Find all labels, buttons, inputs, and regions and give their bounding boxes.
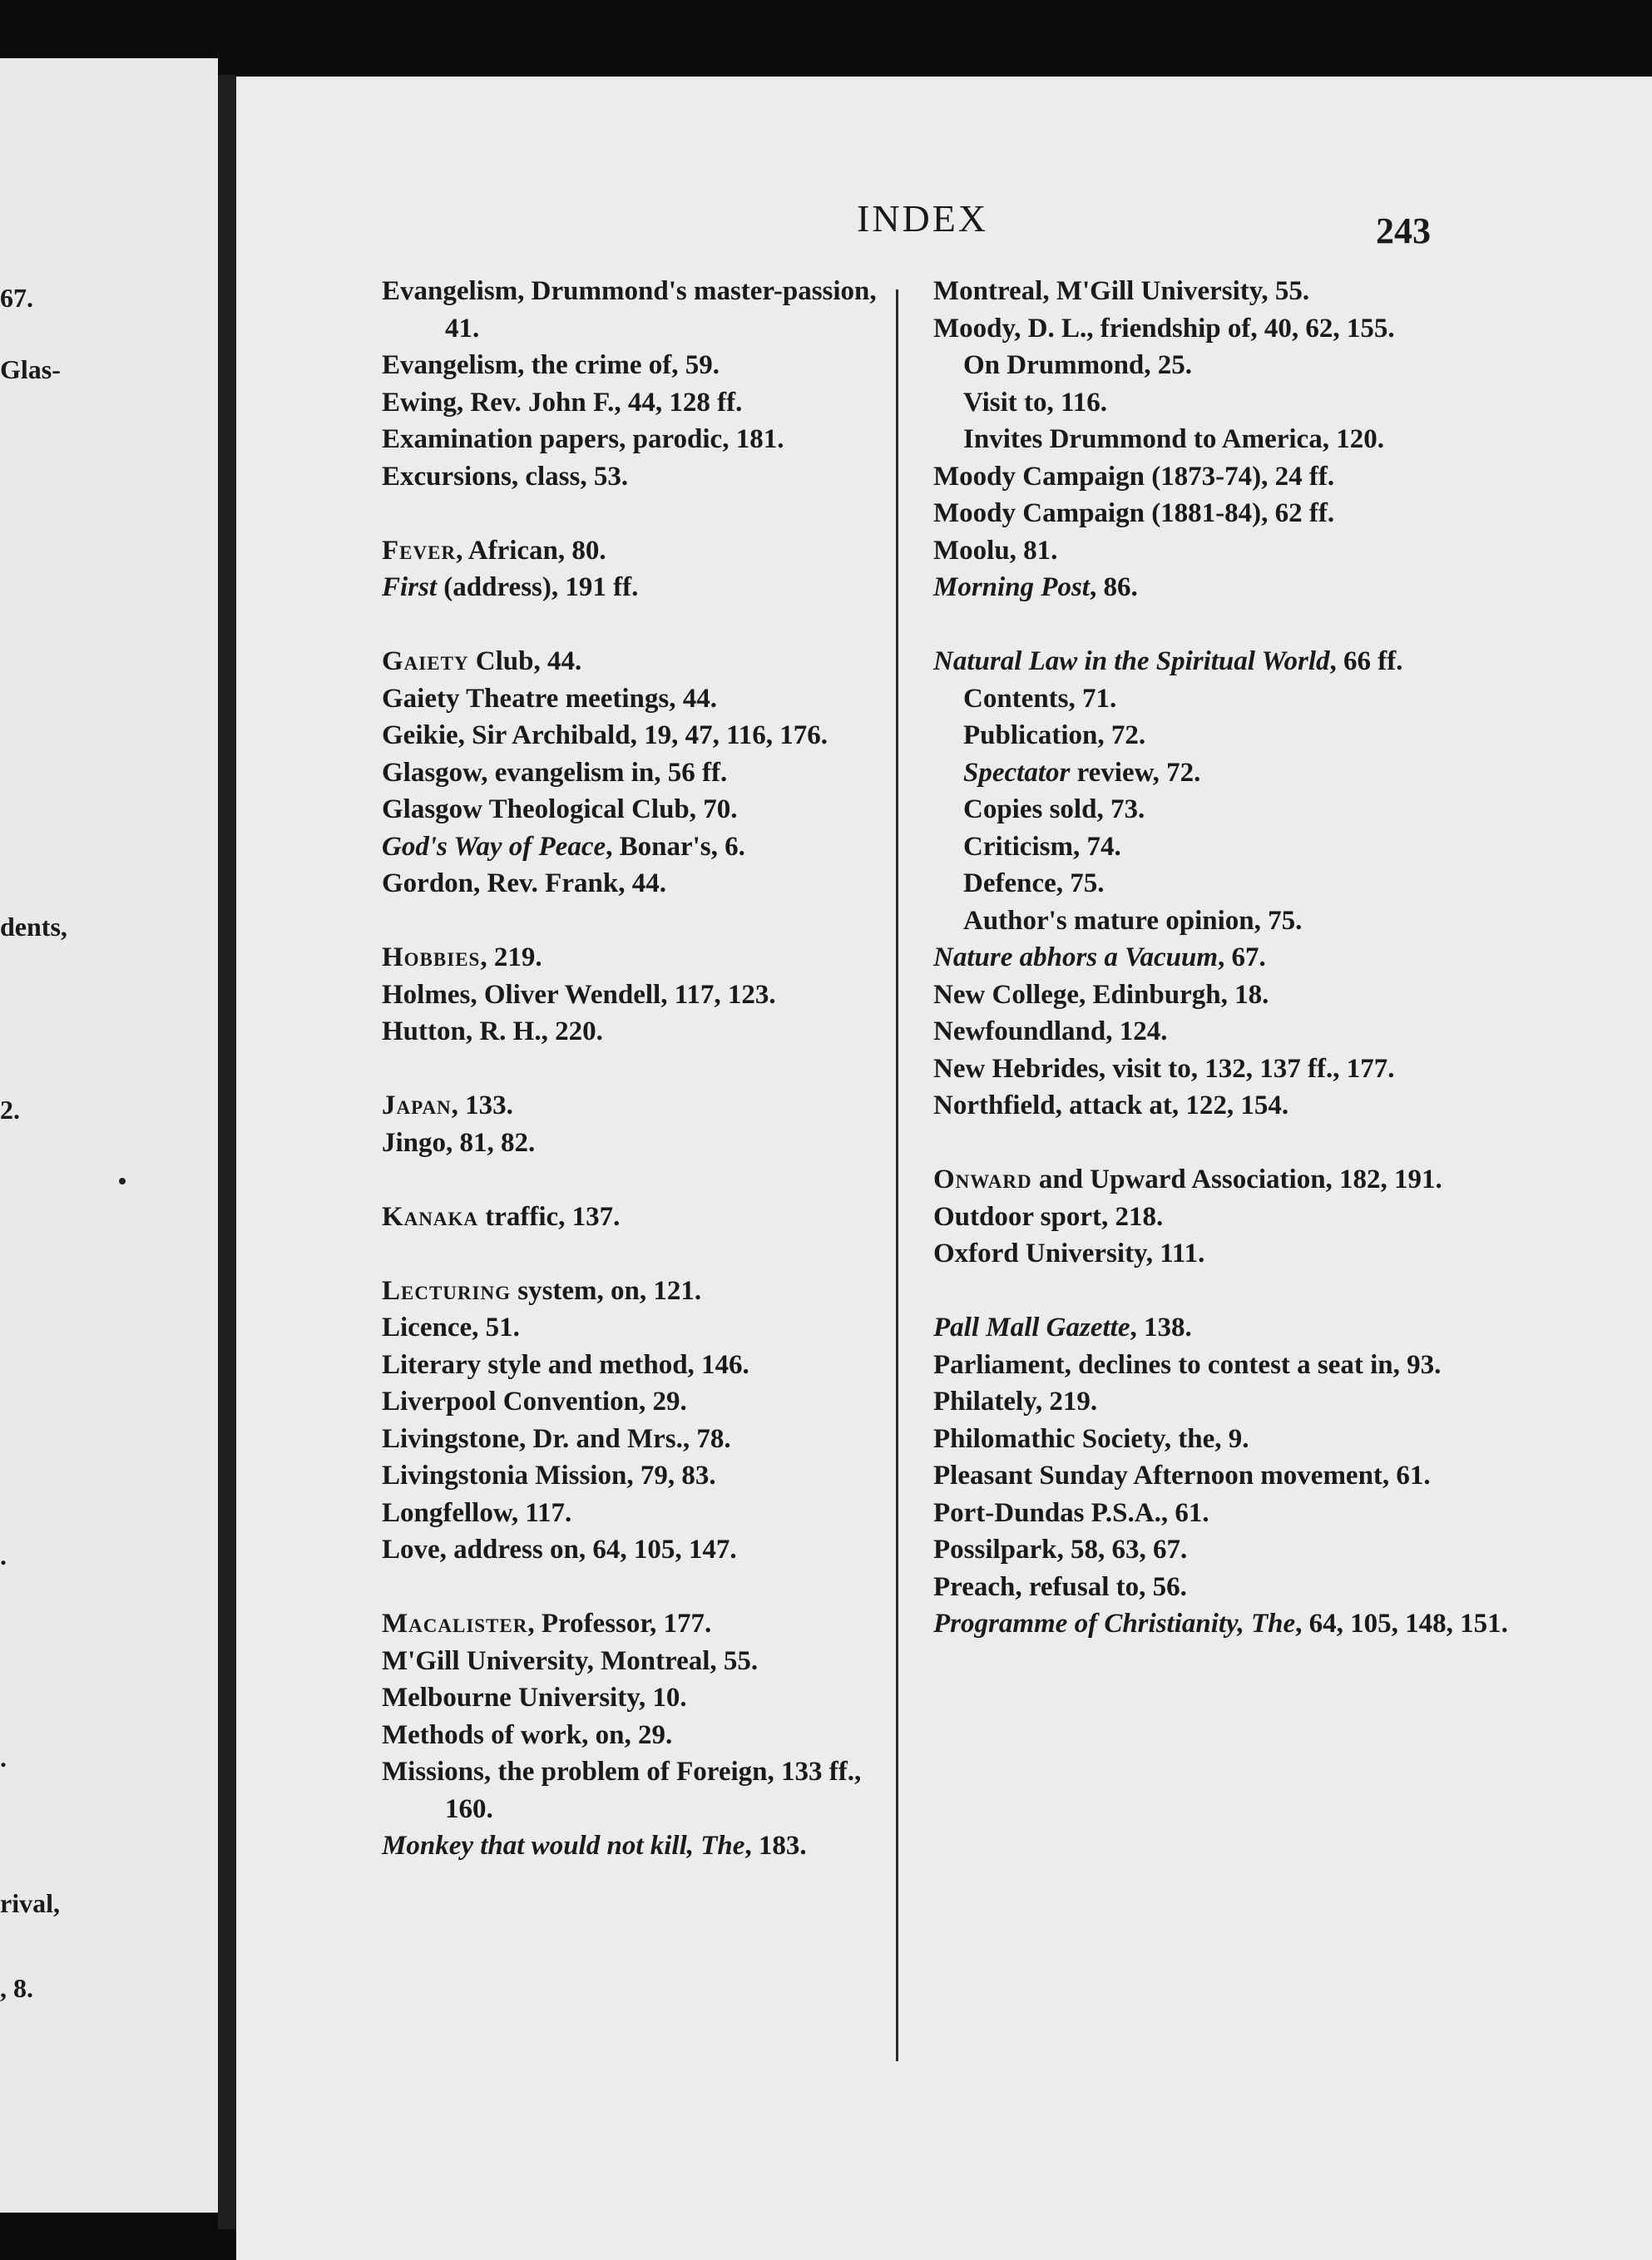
entry-text: Pleasant Sunday Afternoon movement, 61.	[933, 1461, 1431, 1491]
entry-text: Longfellow, 117.	[382, 1497, 572, 1528]
index-entry	[382, 1753, 906, 1827]
entry-text: Philately, 219.	[933, 1387, 1098, 1417]
index-entry	[382, 1087, 906, 1125]
entry-lead: Kanaka	[382, 1201, 478, 1232]
entry-lead: Gaiety	[382, 646, 469, 676]
index-entry	[933, 1199, 1652, 1236]
entry-lead: Fever	[382, 535, 457, 566]
index-column-left	[382, 273, 906, 1865]
entry-lead: Macalister	[382, 1609, 528, 1639]
index-entry	[933, 1087, 1652, 1125]
entry-text: Livingstone, Dr. and Mrs., 78.	[382, 1423, 731, 1454]
facing-page-fragment: 67.	[0, 283, 33, 313]
index-entry	[933, 1235, 1652, 1273]
entry-text: Publication, 72.	[963, 720, 1146, 750]
index-entry	[933, 1531, 1652, 1569]
entry-text: Hutton, R. H., 220.	[382, 1016, 603, 1046]
index-entry	[382, 865, 906, 903]
index-entry	[933, 1569, 1652, 1606]
entry-text: review, 72.	[1070, 757, 1201, 788]
entry-text: Love, address on, 64, 105, 147.	[382, 1535, 737, 1565]
index-entry	[382, 1531, 906, 1569]
index-entry	[382, 717, 906, 754]
entry-text: Outdoor sport, 218.	[933, 1201, 1164, 1232]
entry-text: Invites Drummond to America, 120.	[963, 424, 1384, 454]
index-entry	[382, 939, 906, 977]
entry-text: Methods of work, on, 29.	[382, 1719, 673, 1750]
group-gap	[933, 1125, 1652, 1162]
entry-text: On Drummond, 25.	[963, 350, 1193, 380]
index-entry	[382, 1273, 906, 1310]
entry-text: Criticism, 74.	[963, 831, 1121, 862]
index-entry	[933, 1013, 1652, 1051]
entry-text: Moolu, 81.	[933, 535, 1058, 566]
entry-text: (address), 191 ff.	[437, 572, 639, 602]
entry-text: , 138.	[1130, 1313, 1192, 1343]
index-entry	[382, 421, 906, 458]
entry-title: Monkey that would not kill, The	[382, 1831, 745, 1861]
group-gap	[382, 495, 906, 532]
entry-text: Liverpool Convention, 29.	[382, 1387, 687, 1417]
entry-text: Glasgow Theological Club, 70.	[382, 794, 738, 824]
entry-text: Moody Campaign (1873-74), 24 ff.	[933, 461, 1335, 492]
index-subentry	[933, 754, 1652, 792]
entry-text: Literary style and method, 146.	[382, 1349, 749, 1380]
group-gap	[382, 1161, 906, 1199]
entry-text: and Upward Association, 182, 191.	[1031, 1165, 1442, 1194]
index-entry	[382, 1605, 906, 1643]
index-entry	[933, 1495, 1652, 1532]
group-gap	[933, 1273, 1652, 1310]
entry-text: Evangelism, the crime of, 59.	[382, 350, 720, 380]
index-entry	[933, 310, 1652, 348]
page-number: 243	[1376, 210, 1431, 251]
index-subentry	[933, 903, 1652, 940]
index-entry	[382, 1827, 906, 1865]
entry-text: New College, Edinburgh, 18.	[933, 979, 1269, 1010]
entry-text: Parliament, declines to contest a seat in, 93.	[933, 1349, 1442, 1380]
index-entry	[382, 347, 906, 384]
entry-text: Glasgow, evangelism in, 56 ff.	[382, 757, 728, 788]
index-entry	[382, 1457, 906, 1495]
entry-lead: Lecturing	[382, 1275, 511, 1306]
entry-text: Northfield, attack at, 122, 154.	[933, 1090, 1289, 1120]
entry-text: Montreal, M'Gill University, 55.	[933, 276, 1310, 306]
index-entry	[382, 384, 906, 422]
entry-text: Defence, 75.	[963, 868, 1105, 898]
index-entry	[382, 1013, 906, 1051]
entry-text: Livingstonia Mission, 79, 83.	[382, 1461, 716, 1491]
index-page	[236, 77, 1652, 2260]
index-entry	[933, 1161, 1652, 1199]
entry-text: Licence, 51.	[382, 1313, 520, 1343]
entry-text: Possilpark, 58, 63, 67.	[933, 1535, 1188, 1565]
entry-text: Contents, 71.	[963, 683, 1117, 714]
entry-text: Evangelism, Drummond's master-passion, 41.	[382, 276, 877, 344]
entry-text: , 64, 105, 148, 151.	[1295, 1609, 1508, 1639]
index-entry	[933, 495, 1652, 532]
index-entry	[933, 977, 1652, 1014]
index-entry	[382, 1347, 906, 1384]
index-entry	[382, 643, 906, 680]
entry-text: , 66 ff.	[1329, 646, 1403, 676]
index-entry	[933, 643, 1652, 680]
index-entry	[933, 1347, 1652, 1384]
entry-title: Programme of Christianity, The	[933, 1609, 1296, 1639]
index-subentry	[933, 421, 1652, 458]
index-entry	[933, 1309, 1652, 1347]
group-gap	[382, 903, 906, 940]
index-entry	[933, 1051, 1652, 1088]
index-entry	[933, 1383, 1652, 1421]
entry-text: Gordon, Rev. Frank, 44.	[382, 868, 666, 898]
index-entry	[382, 1199, 906, 1236]
entry-text: Examination papers, parodic, 181.	[382, 424, 784, 454]
entry-text: Geikie, Sir Archibald, 19, 47, 116, 176.	[382, 720, 828, 750]
entry-title: Morning Post	[933, 572, 1090, 602]
group-gap	[933, 606, 1652, 644]
index-entry	[382, 1643, 906, 1680]
entry-text: Visit to, 116.	[963, 387, 1107, 418]
entry-title: Natural Law in the Spiritual World	[933, 646, 1330, 676]
index-entry	[382, 1495, 906, 1532]
entry-text: Missions, the problem of Foreign, 133 ff., 160.	[382, 1757, 862, 1824]
entry-text: Oxford University, 111.	[933, 1239, 1205, 1268]
index-subentry	[933, 680, 1652, 718]
entry-text: Philomathic Society, the, 9.	[933, 1423, 1249, 1454]
entry-text: , Professor, 177.	[527, 1609, 712, 1639]
index-entry	[382, 1679, 906, 1717]
entry-text: Holmes, Oliver Wendell, 117, 123.	[382, 979, 776, 1010]
entry-lead: Onward	[933, 1165, 1032, 1194]
entry-title: First	[382, 572, 438, 602]
index-entry	[382, 458, 906, 496]
entry-text: Excursions, class, 53.	[382, 461, 629, 492]
index-entry	[382, 977, 906, 1014]
entry-title: God's Way of Peace	[382, 831, 606, 862]
index-subentry	[933, 717, 1652, 754]
facing-page-edge	[0, 58, 218, 2213]
entry-title: Spectator	[963, 757, 1071, 788]
index-entry	[382, 680, 906, 718]
entry-lead: Hobbies	[382, 942, 481, 972]
index-entry	[933, 1605, 1652, 1643]
entry-text: , 86.	[1089, 572, 1138, 602]
index-subentry	[933, 791, 1652, 828]
entry-text: traffic, 137.	[478, 1201, 621, 1232]
index-entry	[382, 1309, 906, 1347]
entry-text: Gaiety Theatre meetings, 44.	[382, 683, 717, 714]
entry-text: Moody, D. L., friendship of, 40, 62, 155.	[933, 313, 1395, 344]
index-entry	[382, 532, 906, 570]
index-entry	[933, 532, 1652, 570]
index-subentry	[933, 384, 1652, 422]
entry-text: Melbourne University, 10.	[382, 1683, 687, 1713]
book-gutter	[218, 75, 236, 2229]
index-entry	[382, 1125, 906, 1162]
entry-text: M'Gill University, Montreal, 55.	[382, 1645, 759, 1676]
entry-text: , African, 80.	[456, 535, 606, 566]
index-entry	[382, 791, 906, 828]
index-entry	[933, 273, 1652, 310]
index-column-right	[933, 273, 1652, 1643]
index-entry	[933, 458, 1652, 496]
facing-page-fragment: Glas-	[0, 354, 61, 384]
index-subentry	[933, 828, 1652, 866]
facing-page-fragment: .	[0, 1540, 7, 1570]
index-entry	[382, 1717, 906, 1754]
entry-title: Pall Mall Gazette	[933, 1313, 1130, 1343]
entry-text: , 183.	[744, 1831, 807, 1861]
entry-text: Ewing, Rev. John F., 44, 128 ff.	[382, 387, 743, 418]
entry-text: Port-Dundas P.S.A., 61.	[933, 1497, 1209, 1528]
facing-page-fragment: 2.	[0, 1095, 20, 1125]
ink-dot	[119, 1178, 126, 1184]
index-entry	[382, 273, 906, 347]
index-subentry	[933, 347, 1652, 384]
index-subentry	[933, 865, 1652, 903]
facing-page-fragment: dents,	[0, 912, 67, 942]
running-head: INDEX	[857, 197, 989, 240]
index-entry	[933, 1421, 1652, 1458]
facing-page-fragment: .	[0, 1743, 7, 1773]
entry-text: Preach, refusal to, 56.	[933, 1571, 1187, 1602]
facing-page-fragment: , 8.	[0, 1973, 33, 2003]
entry-text: Jingo, 81, 82.	[382, 1127, 536, 1158]
entry-text: , 219.	[480, 942, 542, 972]
index-entry	[933, 939, 1652, 977]
entry-title: Nature abhors a Vacuum	[933, 942, 1219, 972]
entry-text: Newfoundland, 124.	[933, 1016, 1168, 1046]
index-entry	[382, 828, 906, 866]
entry-text: New Hebrides, visit to, 132, 137 ff., 177.	[933, 1053, 1395, 1084]
entry-text: Moody Campaign (1881-84), 62 ff.	[933, 498, 1335, 528]
entry-lead: Japan	[382, 1090, 452, 1120]
entry-text: system, on, 121.	[510, 1275, 702, 1306]
index-entry	[933, 1457, 1652, 1495]
group-gap	[382, 1051, 906, 1088]
entry-text: , Bonar's, 6.	[606, 831, 745, 862]
entry-text: , 67.	[1218, 942, 1266, 972]
entry-text: Author's mature opinion, 75.	[963, 905, 1303, 936]
index-entry	[382, 569, 906, 606]
group-gap	[382, 1569, 906, 1606]
entry-text: Copies sold, 73.	[963, 794, 1145, 824]
index-entry	[382, 1383, 906, 1421]
index-entry	[933, 569, 1652, 606]
index-entry	[382, 754, 906, 792]
facing-page-fragment: rival,	[0, 1888, 60, 1918]
group-gap	[382, 606, 906, 644]
entry-text: , 133.	[451, 1090, 513, 1120]
entry-text: Club, 44.	[468, 646, 582, 676]
index-entry	[382, 1421, 906, 1458]
group-gap	[382, 1235, 906, 1273]
